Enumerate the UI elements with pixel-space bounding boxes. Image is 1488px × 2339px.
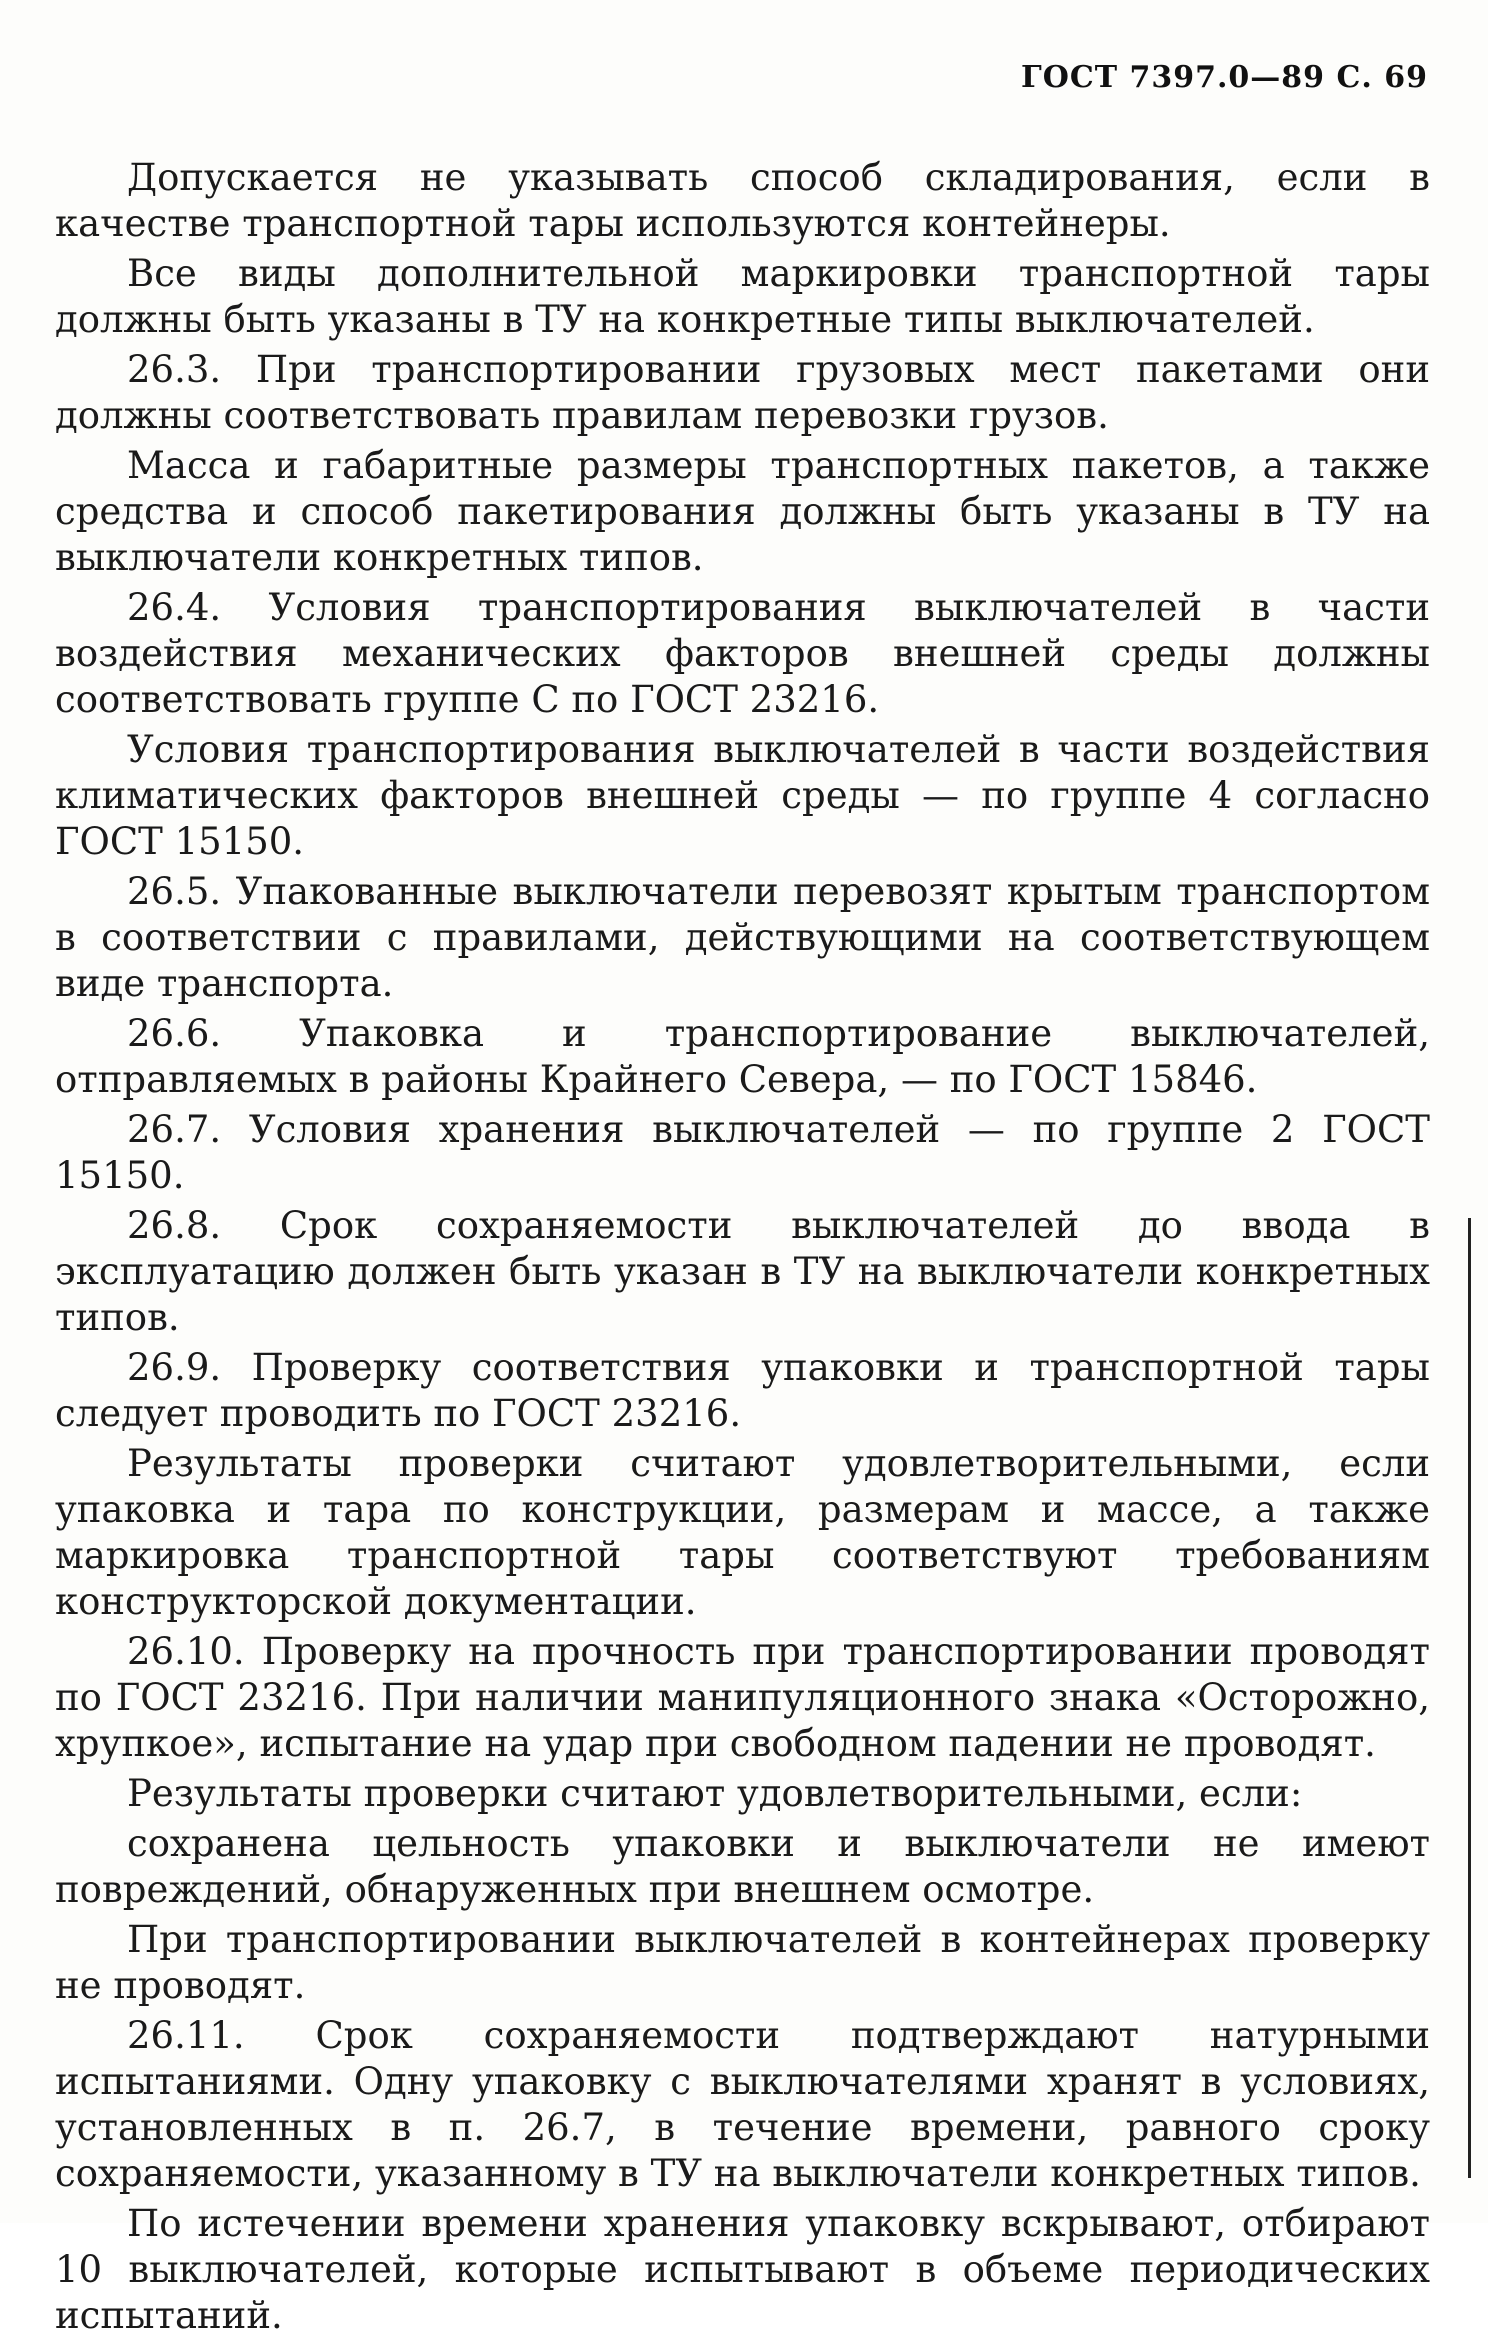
paragraph: 26.9. Проверку соответствия упаковки и транспортной тары следует проводить по ГОСТ 23216. xyxy=(55,1346,1430,1435)
document-body xyxy=(55,155,1430,2339)
paragraph: Масса и габаритные размеры транспортных пакетов, а также средства и способ пакетирования должны быть указаны в ТУ на выключатели конкретных типов. xyxy=(55,444,1430,579)
paragraph: 26.3. При транспортировании грузовых мест пакетами они должны соответствовать правилам перевозки грузов. xyxy=(55,348,1430,437)
paragraph: Все виды дополнительной маркировки транспортной тары должны быть указаны в ТУ на конкретные типы выключателей. xyxy=(55,252,1430,341)
paragraph: Допускается не указывать способ складирования, если в качестве транспортной тары используются контейнеры. xyxy=(55,156,1430,245)
paragraph: 26.5. Упакованные выключатели перевозят крытым транспортом в соответствии с правилами, действующими на соответствующем виде транспорта. xyxy=(55,870,1430,1005)
page-header: ГОСТ 7397.0—89 С. 69 xyxy=(1020,60,1428,95)
paragraph: Условия транспортирования выключателей в части воздействия климатических факторов внешней среды — по группе 4 согласно ГОСТ 15150. xyxy=(55,728,1430,863)
paragraph: При транспортировании выключателей в контейнерах проверку не проводят. xyxy=(55,1918,1430,2007)
margin-change-bar xyxy=(1468,1218,1471,2178)
paragraph: 26.6. Упаковка и транспортирование выключателей, отправляемых в районы Крайнего Севера, — по ГОСТ 15846. xyxy=(55,1012,1430,1101)
paragraph: 26.7. Условия хранения выключателей — по группе 2 ГОСТ 15150. xyxy=(55,1108,1430,1197)
paragraph: Результаты проверки считают удовлетворительными, если упаковка и тара по конструкции, размерам и массе, а также маркировка транспортной тары соответствуют требованиям конструкторской документации. xyxy=(55,1442,1430,1623)
paragraph: Результаты проверки считают удовлетворительными, если: xyxy=(127,1772,1303,1815)
paragraph: 26.11. Срок сохраняемости подтверждают натурными испытаниями. Одну упаковку с выключателями хранят в условиях, установленных в п. 26.7, в течение времени, равного сроку сохраняемости, указанному в ТУ на выключатели конкретных типов. xyxy=(55,2014,1430,2195)
paragraph: сохранена цельность упаковки и выключатели не имеют повреждений, обнаруженных при внешнем осмотре. xyxy=(55,1822,1430,1911)
paragraph: 26.10. Проверку на прочность при транспортировании проводят по ГОСТ 23216. При наличии манипуляционного знака «Осторожно, хрупкое», испытание на удар при свободном падении не проводят. xyxy=(55,1630,1430,1765)
paragraph: 26.4. Условия транспортирования выключателей в части воздействия механических факторов внешней среды должны соответствовать группе С по ГОСТ 23216. xyxy=(55,586,1430,721)
paragraph: По истечении времени хранения упаковку вскрывают, отбирают 10 выключателей, которые испытывают в объеме периодических испытаний. xyxy=(55,2202,1430,2337)
paragraph: 26.8. Срок сохраняемости выключателей до ввода в эксплуатацию должен быть указан в ТУ на выключатели конкретных типов. xyxy=(55,1204,1430,1339)
